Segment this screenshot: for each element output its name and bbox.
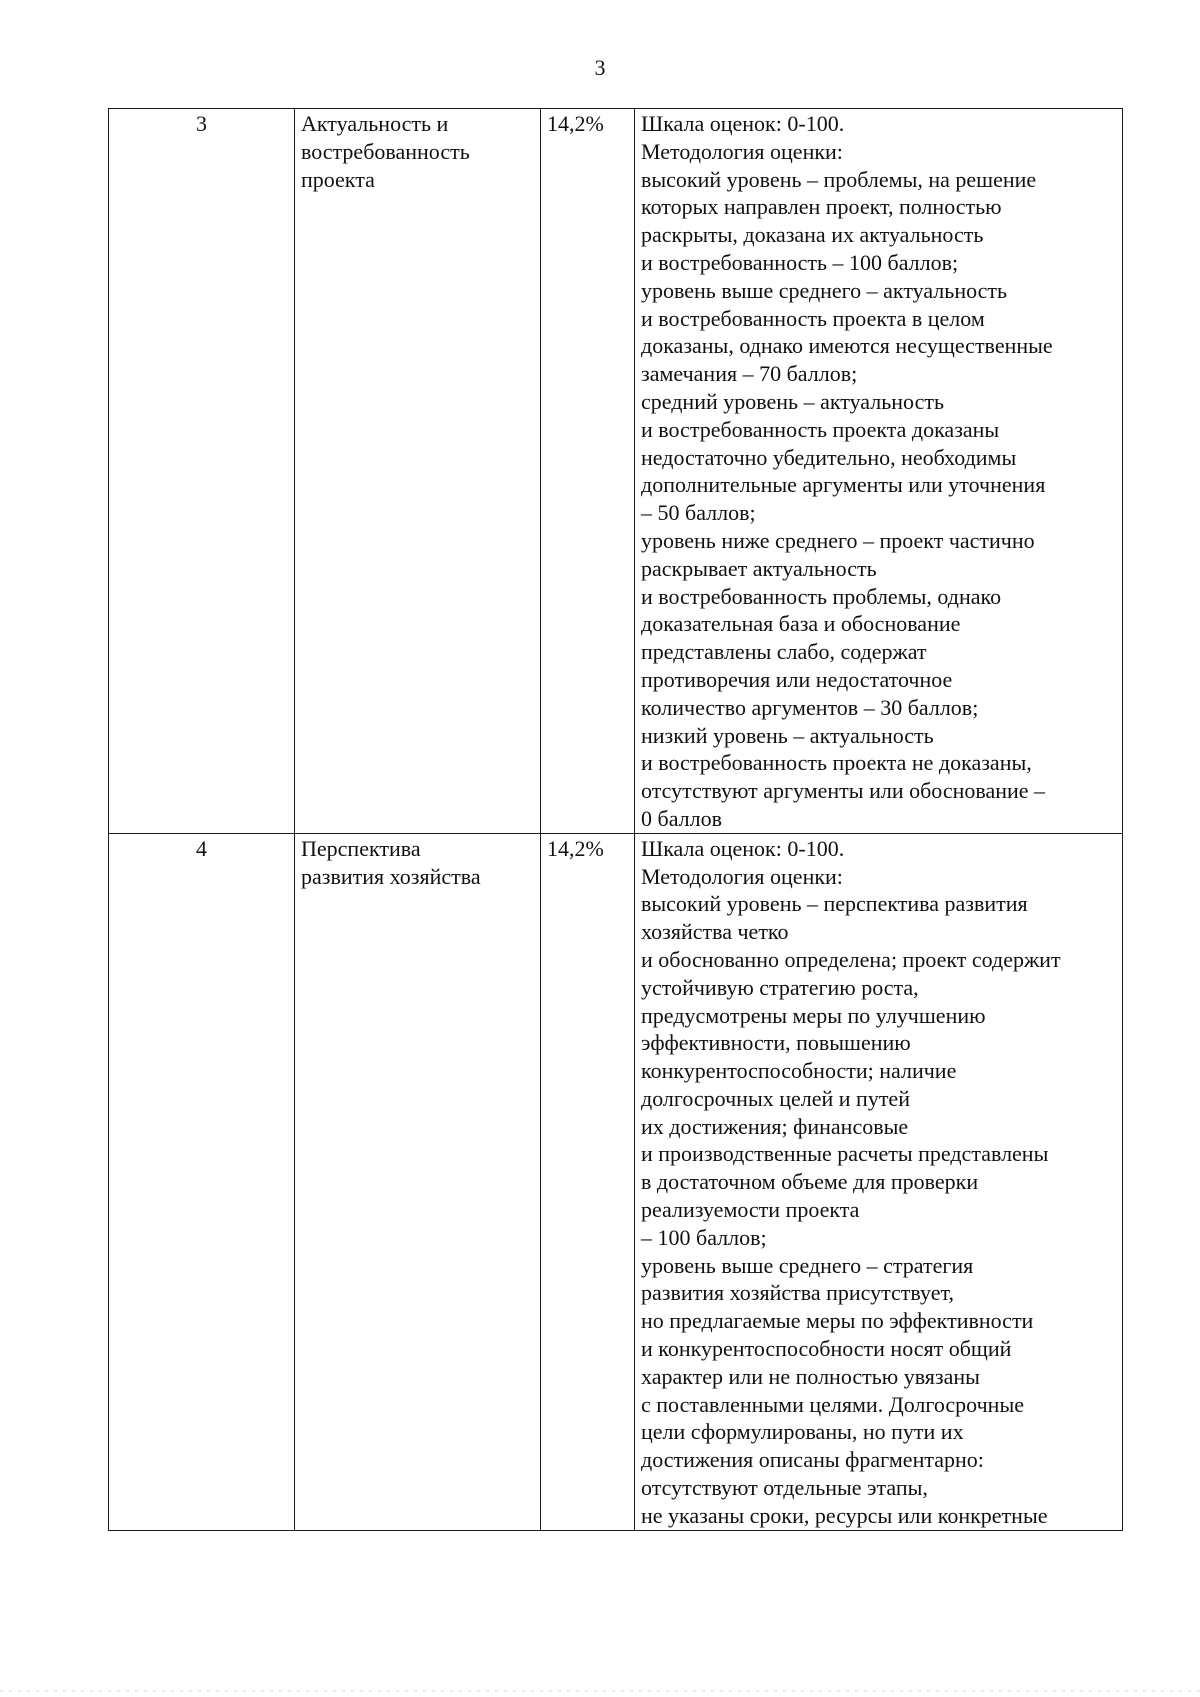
description-line: цели сформулированы, но пути их bbox=[641, 1419, 964, 1445]
description-line: предусмотрены меры по улучшению bbox=[641, 1002, 986, 1028]
description-line: раскрывает актуальность bbox=[641, 555, 877, 581]
description-line: высокий уровень – перспектива развития bbox=[641, 891, 1028, 917]
name-line: Перспектива bbox=[301, 835, 421, 861]
description-line: Методология оценки: bbox=[641, 138, 843, 164]
description-line: долгосрочных целей и путей bbox=[641, 1085, 910, 1111]
description-line: в достаточном объеме для проверки bbox=[641, 1169, 979, 1195]
description-line: Шкала оценок: 0-100. bbox=[641, 111, 845, 136]
description-line: недостаточно убедительно, необходимы bbox=[641, 444, 1017, 470]
description-line: низкий уровень – актуальность bbox=[641, 722, 934, 748]
description-line: дополнительные аргументы или уточнения bbox=[641, 472, 1046, 498]
description-line: устойчивую стратегию роста, bbox=[641, 974, 919, 1000]
criterion-description bbox=[635, 109, 1123, 834]
description-line: 0 баллов bbox=[641, 805, 722, 831]
description-line: и востребованность проекта доказаны bbox=[641, 416, 1000, 442]
name-line: Актуальность и bbox=[301, 111, 449, 136]
description-line: которых направлен проект, полностью bbox=[641, 194, 1002, 220]
name-line: востребованность bbox=[301, 138, 470, 164]
description-line: замечания – 70 баллов; bbox=[641, 361, 858, 387]
description-line: не указаны сроки, ресурсы или конкретные bbox=[641, 1502, 1048, 1528]
description-line: Шкала оценок: 0-100. bbox=[641, 835, 845, 861]
page-number: 3 bbox=[594, 55, 606, 80]
description-line: доказаны, однако имеются несущественные bbox=[641, 333, 1053, 359]
description-line: представлены слабо, содержат bbox=[641, 639, 927, 665]
name-line: развития хозяйства bbox=[301, 863, 481, 889]
description-line: раскрыты, доказана их актуальность bbox=[641, 222, 984, 248]
description-line: уровень ниже среднего – проект частично bbox=[641, 527, 1035, 553]
criterion-number: 4 bbox=[109, 833, 295, 1530]
description-line: реализуемости проекта bbox=[641, 1197, 860, 1223]
description-line: эффективности, повышению bbox=[641, 1030, 911, 1056]
description-line: с поставленными целями. Долгосрочные bbox=[641, 1391, 1024, 1417]
description-line: – 100 баллов; bbox=[641, 1224, 767, 1250]
table-row bbox=[109, 833, 1123, 1530]
description-line: количество аргументов – 30 баллов; bbox=[641, 694, 979, 720]
criterion-description bbox=[635, 833, 1123, 1530]
table-row bbox=[109, 109, 1123, 834]
criterion-weight: 14,2% bbox=[541, 109, 635, 834]
description-line: противоречия или недостаточное bbox=[641, 666, 953, 692]
description-line: достижения описаны фрагментарно: bbox=[641, 1447, 984, 1473]
description-line: – 50 баллов; bbox=[641, 500, 756, 526]
description-line: но предлагаемые меры по эффективности bbox=[641, 1308, 1034, 1334]
criterion-number: 3 bbox=[109, 109, 295, 834]
description-line: и востребованность проекта в целом bbox=[641, 305, 985, 331]
description-line: и востребованность – 100 баллов; bbox=[641, 249, 959, 275]
criterion-weight: 14,2% bbox=[541, 833, 635, 1530]
criterion-name bbox=[295, 833, 541, 1530]
description-line: уровень выше среднего – актуальность bbox=[641, 277, 1008, 303]
description-line: конкурентоспособности; наличие bbox=[641, 1058, 957, 1084]
description-line: и востребованность проблемы, однако bbox=[641, 583, 1002, 609]
description-line: и востребованность проекта не доказаны, bbox=[641, 750, 1032, 776]
description-line: развития хозяйства присутствует, bbox=[641, 1280, 954, 1306]
description-line: хозяйства четко bbox=[641, 919, 789, 945]
description-line: уровень выше среднего – стратегия bbox=[641, 1252, 974, 1278]
description-line: и конкурентоспособности носят общий bbox=[641, 1336, 1012, 1362]
description-line: Методология оценки: bbox=[641, 863, 843, 889]
description-line: отсутствуют отдельные этапы, bbox=[641, 1475, 928, 1501]
description-line: средний уровень – актуальность bbox=[641, 388, 944, 414]
description-line: их достижения; финансовые bbox=[641, 1113, 909, 1139]
criterion-name bbox=[295, 109, 541, 834]
description-line: характер или не полностью увязаны bbox=[641, 1363, 980, 1389]
criteria-table bbox=[108, 108, 1123, 1531]
name-line: проекта bbox=[301, 166, 375, 192]
description-line: отсутствуют аргументы или обоснование – bbox=[641, 778, 1046, 804]
scan-edge-noise bbox=[0, 1690, 1200, 1692]
description-line: и производственные расчеты представлены bbox=[641, 1141, 1049, 1167]
description-line: доказательная база и обоснование bbox=[641, 611, 961, 637]
description-line: и обоснованно определена; проект содержит bbox=[641, 946, 1061, 972]
description-line: высокий уровень – проблемы, на решение bbox=[641, 166, 1037, 192]
